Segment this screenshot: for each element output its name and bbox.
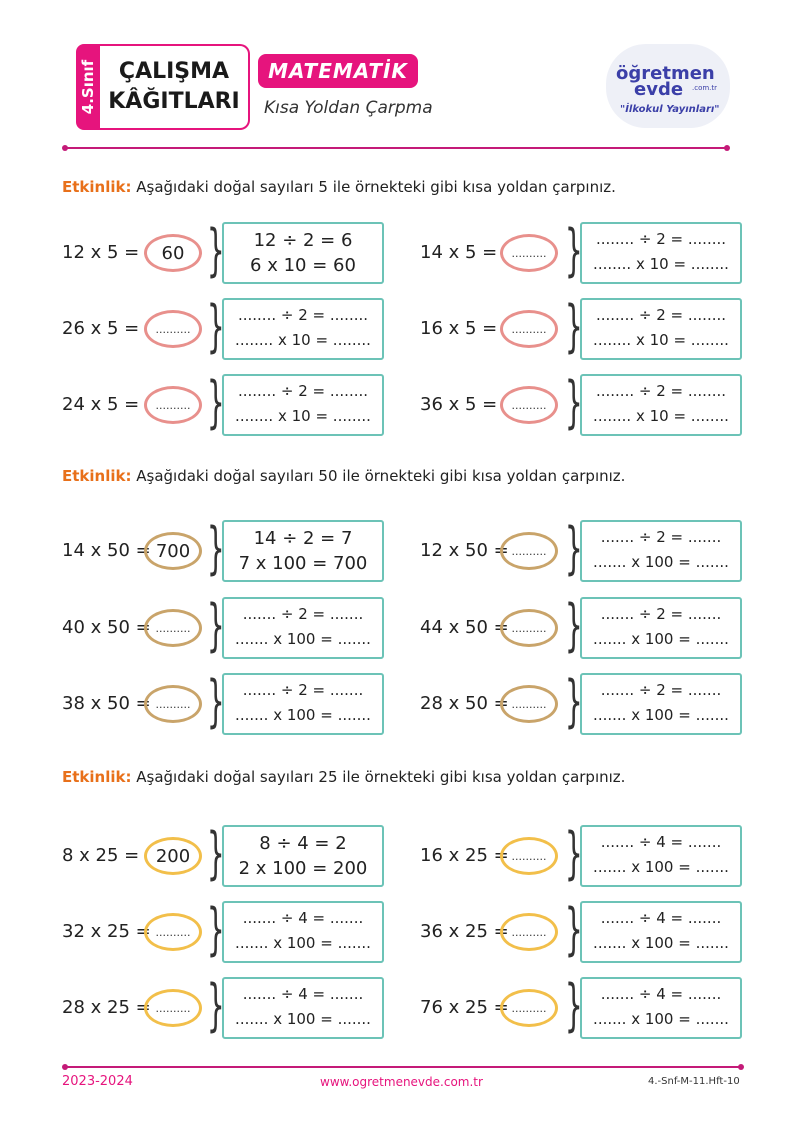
- title-line-1: ÇALIŞMA: [118, 59, 230, 84]
- problem-question: 32 x 25 =: [62, 921, 151, 942]
- brace-icon: }: [206, 218, 225, 283]
- problem-question: 28 x 50 =: [420, 693, 509, 714]
- work-line-divide[interactable]: ........ ÷ 2 = ........: [595, 306, 727, 324]
- answer-oval[interactable]: [144, 532, 202, 570]
- answer-oval[interactable]: [144, 234, 202, 272]
- answer-value: ..........: [155, 1001, 191, 1015]
- work-box: [222, 298, 384, 360]
- answer-value: ..........: [511, 322, 547, 336]
- publisher-logo: [606, 44, 730, 128]
- work-box: [222, 673, 384, 735]
- work-line-divide: 14 ÷ 2 = 7: [253, 528, 353, 549]
- answer-oval[interactable]: [500, 234, 558, 272]
- problem-question: 12 x 50 =: [420, 540, 509, 561]
- work-line-divide: 8 ÷ 4 = 2: [259, 833, 347, 854]
- brace-icon: }: [564, 897, 583, 962]
- problem-question: 14 x 50 =: [62, 540, 151, 561]
- brace-icon: }: [206, 516, 225, 581]
- rule-dot-right: [724, 145, 730, 151]
- footer-code: 4.-Snf-M-11.Hft-10: [648, 1076, 740, 1087]
- brace-icon: }: [564, 669, 583, 734]
- section-instruction: Aşağıdaki doğal sayıları 25 ile örnekteki gibi kısa yoldan çarpınız.: [136, 768, 626, 786]
- work-line-multiply: 2 x 100 = 200: [238, 858, 368, 879]
- answer-oval[interactable]: [144, 913, 202, 951]
- work-box: [580, 901, 742, 963]
- header-rule: [66, 147, 728, 149]
- answer-oval[interactable]: [500, 913, 558, 951]
- answer-oval[interactable]: [144, 685, 202, 723]
- answer-value: ..........: [155, 322, 191, 336]
- answer-value: ..........: [511, 398, 547, 412]
- answer-oval[interactable]: [500, 989, 558, 1027]
- answer-oval[interactable]: [144, 310, 202, 348]
- work-box: [222, 597, 384, 659]
- work-line-divide[interactable]: ....... ÷ 4 = .......: [600, 909, 722, 927]
- answer-value: ..........: [155, 925, 191, 939]
- brace-icon: }: [564, 516, 583, 581]
- brace-icon: }: [206, 669, 225, 734]
- brace-icon: }: [206, 294, 225, 359]
- problem-question: 14 x 5 =: [420, 242, 498, 263]
- work-line-divide[interactable]: ........ ÷ 2 = ........: [595, 382, 727, 400]
- problem-question: 16 x 25 =: [420, 845, 509, 866]
- brace-icon: }: [206, 370, 225, 435]
- answer-value: ..........: [155, 697, 191, 711]
- work-line-multiply[interactable]: ....... x 100 = .......: [235, 630, 371, 648]
- answer-value: ..........: [511, 849, 547, 863]
- work-line-divide[interactable]: ....... ÷ 2 = .......: [242, 605, 364, 623]
- answer-oval[interactable]: [144, 989, 202, 1027]
- section-label: Etkinlik:: [62, 467, 132, 485]
- problem-question: 76 x 25 =: [420, 997, 509, 1018]
- work-line-divide[interactable]: ....... ÷ 4 = .......: [600, 985, 722, 1003]
- footer-year: 2023-2024: [62, 1074, 133, 1089]
- answer-value: 60: [161, 242, 185, 264]
- brace-icon: }: [206, 973, 225, 1038]
- answer-value: ..........: [511, 621, 547, 635]
- problem-question: 36 x 25 =: [420, 921, 509, 942]
- problem-question: 44 x 50 =: [420, 617, 509, 638]
- work-line-divide[interactable]: ....... ÷ 4 = .......: [242, 985, 364, 1003]
- problem-question: 40 x 50 =: [62, 617, 151, 638]
- work-line-multiply[interactable]: ....... x 100 = .......: [235, 706, 371, 724]
- brace-icon: }: [564, 294, 583, 359]
- work-box: [580, 374, 742, 436]
- answer-oval[interactable]: [144, 837, 202, 875]
- section-label: Etkinlik:: [62, 768, 132, 786]
- work-line-multiply[interactable]: ....... x 100 = .......: [235, 934, 371, 952]
- answer-oval[interactable]: [500, 609, 558, 647]
- section-label: Etkinlik:: [62, 178, 132, 196]
- work-line-divide: 12 ÷ 2 = 6: [253, 230, 353, 251]
- work-line-multiply[interactable]: ........ x 10 = ........: [593, 331, 729, 349]
- section-instruction: Aşağıdaki doğal sayıları 5 ile örnekteki gibi kısa yoldan çarpınız.: [136, 178, 616, 196]
- section-instruction: Aşağıdaki doğal sayıları 50 ile örnekteki gibi kısa yoldan çarpınız.: [136, 467, 626, 485]
- problem-question: 8 x 25 =: [62, 845, 140, 866]
- logo-text-a: öğretmen: [616, 63, 715, 84]
- title-line-2: KÂĞITLARI: [108, 89, 240, 114]
- footer-dot-right: [738, 1064, 744, 1070]
- topic-title: Kısa Yoldan Çarpma: [264, 98, 433, 118]
- answer-value: 200: [155, 845, 191, 867]
- brace-icon: }: [206, 897, 225, 962]
- brace-icon: }: [206, 821, 225, 886]
- brace-icon: }: [564, 593, 583, 658]
- brace-icon: }: [206, 593, 225, 658]
- answer-value: ..........: [511, 246, 547, 260]
- work-line-multiply[interactable]: ....... x 100 = .......: [235, 1010, 371, 1028]
- work-line-divide[interactable]: ....... ÷ 4 = .......: [242, 909, 364, 927]
- answer-oval[interactable]: [144, 386, 202, 424]
- work-line-divide[interactable]: ....... ÷ 2 = .......: [600, 605, 722, 623]
- work-box: [580, 673, 742, 735]
- work-box: [580, 597, 742, 659]
- worksheet-title: [100, 44, 250, 130]
- problem-question: 24 x 5 =: [62, 394, 140, 415]
- brace-icon: }: [564, 821, 583, 886]
- work-line-multiply[interactable]: ....... x 100 = .......: [593, 858, 729, 876]
- problem-question: 26 x 5 =: [62, 318, 140, 339]
- brace-icon: }: [564, 370, 583, 435]
- problem-question: 38 x 50 =: [62, 693, 151, 714]
- work-line-multiply[interactable]: ........ x 10 = ........: [235, 331, 371, 349]
- problem-question: 36 x 5 =: [420, 394, 498, 415]
- answer-value: ..........: [511, 925, 547, 939]
- logo-domain: .com.tr: [692, 84, 718, 92]
- answer-value: ..........: [511, 544, 547, 558]
- work-box: [222, 825, 384, 887]
- work-line-divide[interactable]: ....... ÷ 2 = .......: [242, 681, 364, 699]
- footer-rule: [66, 1066, 742, 1068]
- logo-text-b: evde: [634, 79, 684, 100]
- answer-value: ..........: [155, 621, 191, 635]
- work-box: [580, 825, 742, 887]
- work-line-multiply: 6 x 10 = 60: [250, 255, 356, 276]
- answer-value: 700: [155, 540, 191, 562]
- work-line-divide[interactable]: ........ ÷ 2 = ........: [237, 306, 369, 324]
- section-heading: [62, 467, 625, 485]
- section-heading: [62, 768, 625, 786]
- work-line-multiply: 7 x 100 = 700: [238, 553, 368, 574]
- work-box: [222, 222, 384, 284]
- work-box: [222, 977, 384, 1039]
- brace-icon: }: [564, 973, 583, 1038]
- answer-oval[interactable]: [500, 310, 558, 348]
- answer-oval[interactable]: [144, 609, 202, 647]
- work-line-multiply[interactable]: ....... x 100 = .......: [593, 706, 729, 724]
- work-line-multiply[interactable]: ....... x 100 = .......: [593, 934, 729, 952]
- work-line-multiply[interactable]: ....... x 100 = .......: [593, 553, 729, 571]
- answer-oval[interactable]: [500, 386, 558, 424]
- work-box: [580, 222, 742, 284]
- work-box: [580, 977, 742, 1039]
- work-line-divide[interactable]: ....... ÷ 2 = .......: [600, 681, 722, 699]
- answer-value: ..........: [155, 398, 191, 412]
- problem-question: 28 x 25 =: [62, 997, 151, 1018]
- work-line-multiply[interactable]: ........ x 10 = ........: [235, 407, 371, 425]
- problem-question: 12 x 5 =: [62, 242, 140, 263]
- answer-value: ..........: [511, 697, 547, 711]
- work-box: [580, 520, 742, 582]
- answer-oval[interactable]: [500, 685, 558, 723]
- footer-website[interactable]: www.ogretmenevde.com.tr: [320, 1075, 483, 1089]
- work-box: [222, 374, 384, 436]
- work-line-multiply[interactable]: ....... x 100 = .......: [593, 630, 729, 648]
- brace-icon: }: [564, 218, 583, 283]
- work-line-divide[interactable]: ....... ÷ 4 = .......: [600, 833, 722, 851]
- answer-oval[interactable]: [500, 532, 558, 570]
- work-line-divide[interactable]: ....... ÷ 2 = .......: [600, 528, 722, 546]
- work-box: [222, 520, 384, 582]
- problem-question: 16 x 5 =: [420, 318, 498, 339]
- work-line-divide[interactable]: ........ ÷ 2 = ........: [595, 230, 727, 248]
- logo-subtitle: "İlkokul Yayınları": [620, 104, 720, 115]
- work-line-multiply[interactable]: ....... x 100 = .......: [593, 1010, 729, 1028]
- work-box: [222, 901, 384, 963]
- answer-value: ..........: [511, 1001, 547, 1015]
- work-box: [580, 298, 742, 360]
- section-heading: [62, 178, 616, 196]
- work-line-multiply[interactable]: ........ x 10 = ........: [593, 255, 729, 273]
- work-line-divide[interactable]: ........ ÷ 2 = ........: [237, 382, 369, 400]
- answer-oval[interactable]: [500, 837, 558, 875]
- grade-tab: 4.Sınıf: [76, 44, 100, 130]
- subject-badge: MATEMATİK: [258, 54, 418, 88]
- work-line-multiply[interactable]: ........ x 10 = ........: [593, 407, 729, 425]
